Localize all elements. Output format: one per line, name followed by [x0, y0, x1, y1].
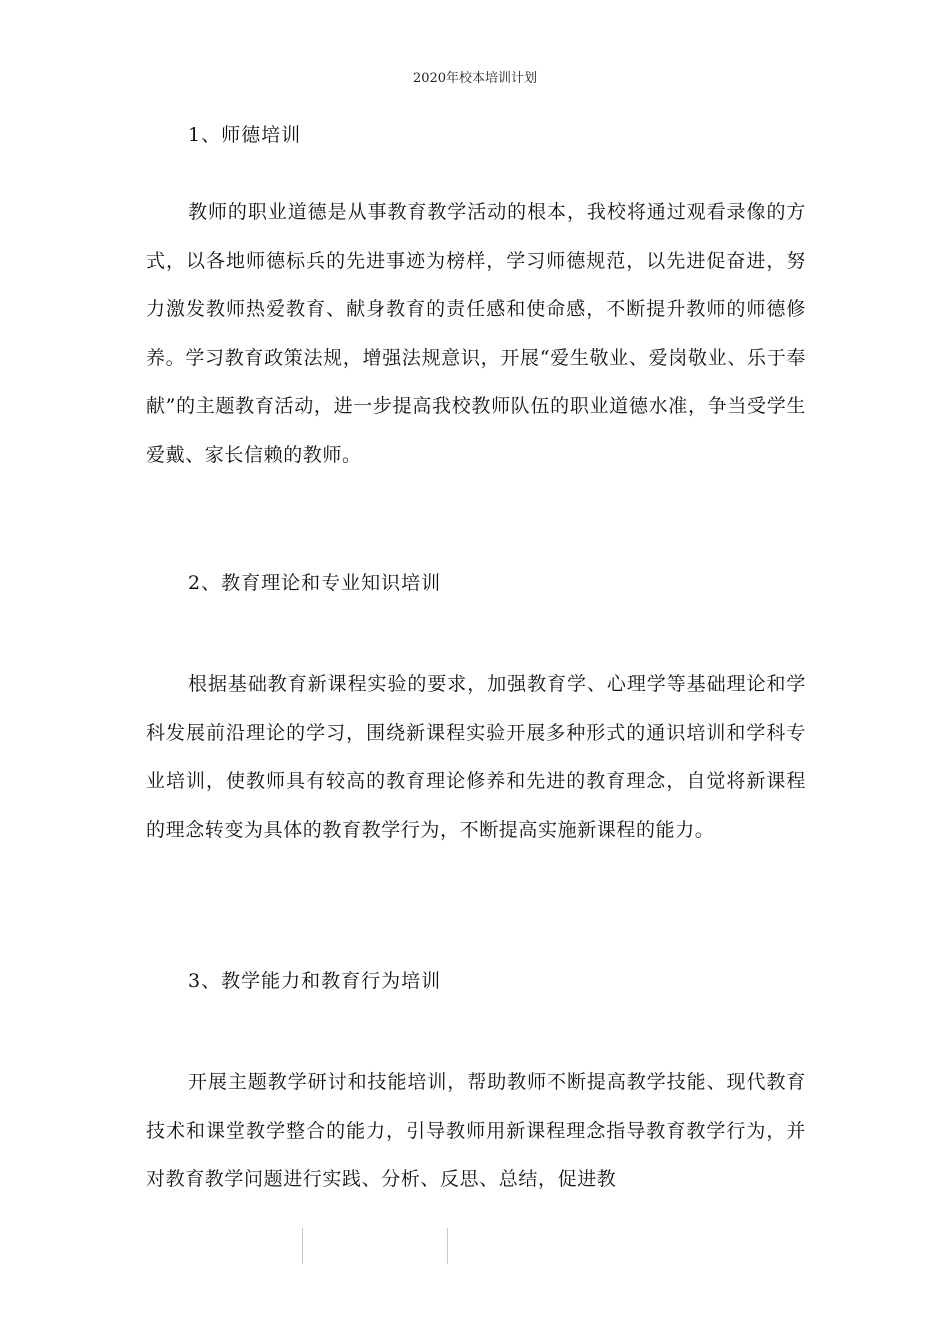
section-heading-2: 2、教育理论和专业知识培训 [188, 572, 442, 594]
section-paragraph-2: 根据基础教育新课程实验的要求，加强教育学、心理学等基础理论和学科发展前沿理论的学习，围绕新课程实验开展多种形式的通识培训和学科专业培训，使教师具有较高的教育理论修养和先进的教育理念，自觉将新课程的理念转变为具体的教育教学行为，不断提高实施新课程的能力。 [146, 673, 806, 841]
section-heading-1: 1、师德培训 [188, 124, 302, 146]
section-heading-3: 3、教学能力和教育行为培训 [188, 970, 442, 992]
section-paragraph-3: 开展主题教学研讨和技能培训，帮助教师不断提高教学技能、现代教育技术和课堂教学整合的能力，引导教师用新课程理念指导教育教学行为，并对教育教学问题进行实践、分析、反思、总结，促进教 [146, 1071, 806, 1190]
section-paragraph-1: 教师的职业道德是从事教育教学活动的根本，我校将通过观看录像的方式，以各地师德标兵的先进事迹为榜样，学习师德规范，以先进促奋进，努力激发教师热爱教育、献身教育的责任感和使命感，不断提升教师的师德修养。学习教育政策法规，增强法规意识，开展“爱生敬业、爱岗敬业、乐于奉献”的主题教育活动，进一步提高我校教师队伍的职业道德水准，争当受学生爱戴、家长信赖的教师。 [146, 201, 806, 466]
page-header: 2020年校本培训计划 [412, 71, 538, 86]
footer-divider-left [302, 1228, 303, 1264]
footer-divider-right [447, 1228, 448, 1264]
